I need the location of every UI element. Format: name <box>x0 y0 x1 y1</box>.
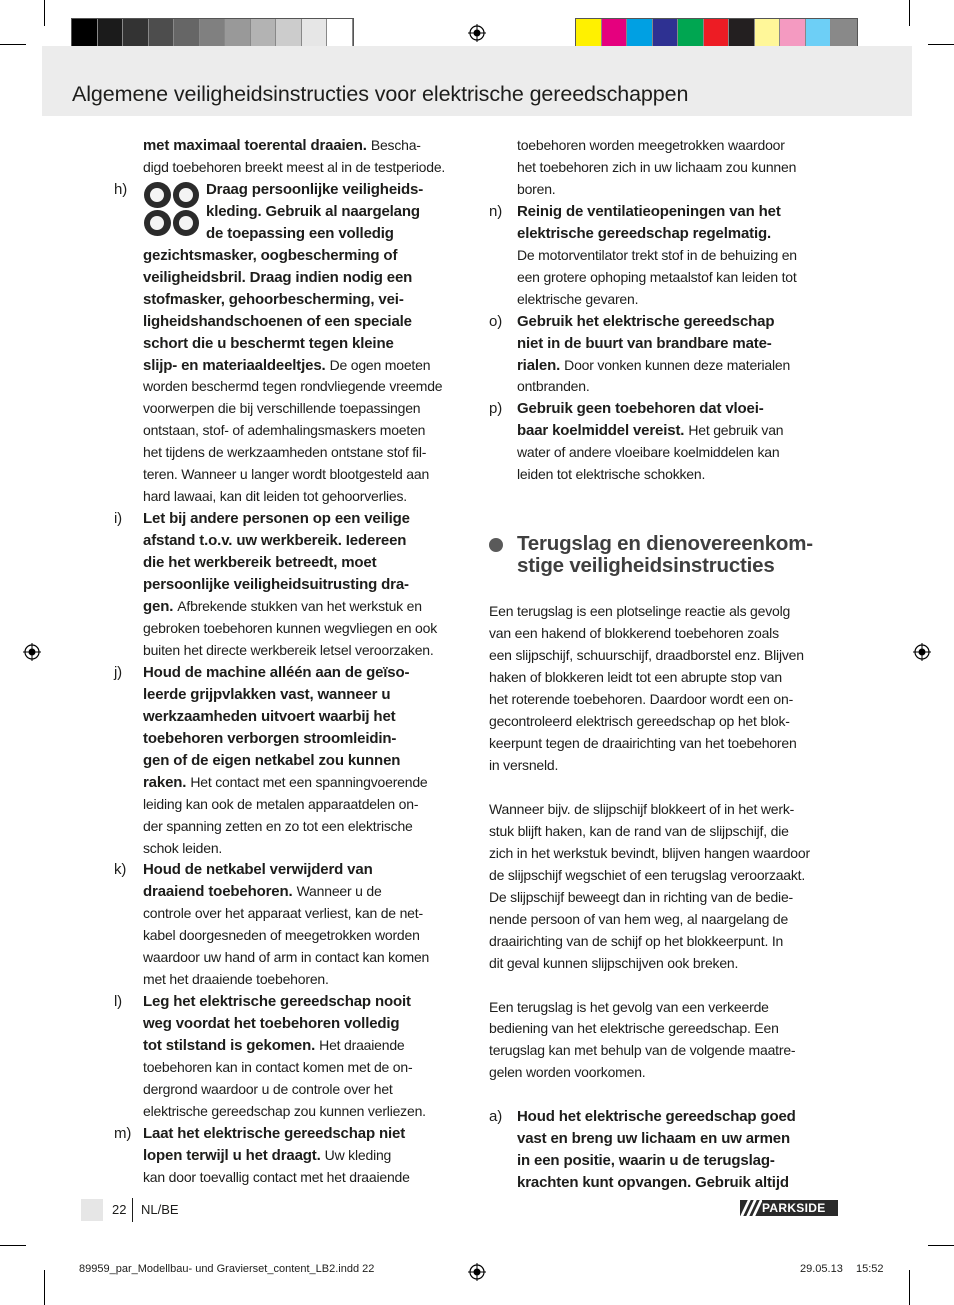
list-item-i <box>114 508 466 662</box>
body-bold: gezichtsmasker, oogbescherming of <box>143 246 398 264</box>
body-text: stuk blijft haken, kan de rand van de slijpschijf, die <box>489 822 789 839</box>
body-bold: ligheidshandschoenen of een speciale <box>143 312 412 330</box>
body-text: buiten het directe werkbereik letsel veroorzaken. <box>143 641 434 658</box>
body-bold: leerde grijpvlakken vast, wanneer u <box>143 685 391 703</box>
color-swatch <box>627 19 653 48</box>
body-text: bediening van het elektrische gereedschap. Een <box>489 1020 779 1037</box>
body-bold: werkzaamheden uitvoert waarbij het <box>143 707 396 725</box>
body-bold: Draag persoonlijke veiligheids- <box>206 180 424 198</box>
body-bold: veiligheidsbril. Draag indien nodig een <box>143 268 413 286</box>
body-text: kan door toevallig contact met het draaiende <box>143 1168 410 1185</box>
body-text: controle over het apparaat verliest, kan de net- <box>143 905 423 922</box>
color-swatch <box>653 19 679 48</box>
body-text: De ogen moeten <box>329 356 431 373</box>
registration-mark-icon <box>23 643 41 661</box>
item-label: l) <box>114 993 123 1011</box>
color-swatch <box>780 19 806 48</box>
body-text: haken of blokkeren leidt tot een abrupte stop van <box>489 669 782 686</box>
body-text: waardoor uw hand of arm in contact kan komen <box>143 949 430 966</box>
body-bold: Let bij andere personen op een veilige <box>143 510 410 528</box>
body-text: Het contact met een spanningvoerende <box>190 773 428 790</box>
color-swatch <box>98 19 124 48</box>
body-bold: gen. <box>143 598 174 616</box>
body-text: Een terugslag is het gevolg van een verkeerde <box>489 998 769 1015</box>
body-bold: toebehoren verborgen stroomleidin- <box>143 729 397 747</box>
list-item-p <box>489 398 840 486</box>
body-text: een grotere ophoping metaalstof kan leiden tot <box>517 268 797 285</box>
brand-name: PARKSIDE <box>762 1201 826 1215</box>
crop-mark <box>44 1270 45 1305</box>
body-bold: niet in de buurt van brandbare mate- <box>517 334 772 352</box>
body-text: met het draaiende toebehoren. <box>143 971 329 988</box>
item-label: a) <box>489 1108 503 1126</box>
body-text: de slijpschijf wegschiet of een terugslag veroorzaakt. <box>489 866 806 883</box>
body-text: Bescha- <box>370 137 421 153</box>
body-text: het toebehoren zich in uw lichaam zou kunnen <box>517 158 797 175</box>
body-text: water of andere vloeibare koelmiddelen kan <box>517 444 780 461</box>
body-bold: schort die u beschermt tegen kleine <box>143 334 394 352</box>
paragraph-1 <box>489 601 840 777</box>
body-bold: in een positie, waarin u de terugslag- <box>517 1152 775 1170</box>
page-title: Algemene veiligheidsinstructies voor elektrische gereedschappen <box>72 82 689 106</box>
body-bold: raken. <box>143 773 187 791</box>
color-swatch <box>149 19 175 48</box>
body-text: Door vonken kunnen deze materialen <box>564 356 791 373</box>
body-text: toebehoren kan in contact komen met de on- <box>143 1059 413 1076</box>
crop-mark <box>0 44 26 45</box>
face-mask-icon <box>144 182 171 208</box>
body-bold: Houd de machine alléén aan de geïso- <box>143 663 410 681</box>
color-swatch <box>225 19 251 48</box>
color-swatch <box>729 19 755 48</box>
body-text: De motorventilator trekt stof in de behuizing en <box>517 246 797 263</box>
process-colorbar <box>575 18 858 49</box>
body-text: in versneld. <box>489 756 559 773</box>
crop-mark <box>0 1245 26 1246</box>
list-item-n <box>489 201 840 311</box>
body-text: kabel doorgesneden of meegetrokken worden <box>143 927 420 944</box>
body-text: ontstaan, stof- of ademhalingsmaskers moeten <box>143 422 426 439</box>
body-bold: tot stilstand is gekomen. <box>143 1037 316 1055</box>
logo-stripes-icon <box>740 1200 762 1216</box>
body-bold: Leg het elektrische gereedschap nooit <box>143 993 411 1011</box>
gloves-icon <box>173 210 200 236</box>
list-item-m <box>114 1123 466 1189</box>
right-column <box>489 135 840 1194</box>
crop-mark <box>909 0 910 26</box>
section-heading <box>489 533 840 577</box>
crop-mark <box>928 44 954 45</box>
color-swatch <box>251 19 277 48</box>
left-column <box>114 135 466 1189</box>
list-item-h <box>114 179 466 508</box>
body-bold: lopen terwijl u het draagt. <box>143 1146 321 1164</box>
color-swatch <box>276 19 302 48</box>
body-text: hard lawaai, kan dit leiden tot gehoorverlies. <box>143 488 407 505</box>
body-text: Uw kleding <box>324 1146 392 1163</box>
color-swatch <box>704 19 730 48</box>
crop-mark <box>44 0 45 26</box>
list-item-o <box>489 311 840 399</box>
body-text: toebehoren worden meegetrokken waardoor <box>517 137 785 153</box>
list-item <box>489 135 840 201</box>
bullet-icon <box>489 538 503 552</box>
goggles-icon <box>144 210 171 236</box>
ear-protection-icon <box>173 182 200 208</box>
body-bold: persoonlijke veiligheidsuitrusting dra- <box>143 576 409 594</box>
body-text: voorwerpen die bij verschillende toepassingen <box>143 400 421 417</box>
item-label: n) <box>489 202 503 220</box>
body-bold: weg voordat het toebehoren volledig <box>143 1015 400 1033</box>
color-swatch <box>576 19 602 48</box>
body-text: nende persoon of van hem weg, al naargelang de <box>489 910 789 927</box>
item-label: j) <box>114 663 123 681</box>
body-text: het tijdens de werkzaamheden ontstane stof fil- <box>143 444 427 461</box>
body-bold: vast en breng uw lichaam en uw armen <box>517 1130 791 1148</box>
list-item-j <box>114 662 466 860</box>
slug-date: 29.05.13 <box>800 1263 843 1275</box>
grayscale-colorbar <box>71 18 354 49</box>
body-text: Het gebruik van <box>688 422 784 439</box>
body-bold: Houd het elektrische gereedschap goed <box>517 1108 796 1126</box>
list-item-a <box>489 1106 840 1194</box>
slug-filename: 89959_par_Modellbau- und Gravierset_content_LB2.indd 22 <box>79 1263 375 1275</box>
body-text: keerpunt tegen de draairichting van het toebehoren <box>489 734 797 751</box>
color-swatch <box>174 19 200 48</box>
color-swatch <box>200 19 226 48</box>
body-text: dit geval kunnen slijpschijven ook breken. <box>489 954 739 971</box>
body-bold: met maximaal toerental draaien. <box>143 137 367 154</box>
color-swatch <box>831 19 857 48</box>
color-swatch <box>755 19 781 48</box>
list-item-k <box>114 859 466 991</box>
body-bold: draaiend toebehoren. <box>143 883 293 901</box>
item-label: p) <box>489 400 503 418</box>
parkside-logo <box>740 1200 838 1216</box>
color-swatch <box>327 19 353 48</box>
body-text: gecontroleerd elektrisch gereedschap op het blok- <box>489 713 790 730</box>
color-swatch <box>678 19 704 48</box>
safety-gear-icon <box>143 181 200 237</box>
body-text: der spanning zetten en zo tot een elektrische <box>143 817 413 834</box>
crop-mark <box>928 1245 954 1246</box>
paragraph-3 <box>489 997 840 1085</box>
body-text: teren. Wanneer u langer wordt blootgesteld aan <box>143 466 430 483</box>
body-text: leiding kan ook de metalen apparaatdelen on- <box>143 795 419 812</box>
body-bold: rialen. <box>517 356 561 374</box>
section-title-line: Terugslag en dienovereenkom- <box>517 532 813 556</box>
locale-label: NL/BE <box>141 1202 179 1217</box>
registration-mark-icon <box>913 643 931 661</box>
page-number-box <box>81 1199 103 1221</box>
body-text: terugslag kan met behulp van de volgende maatre- <box>489 1042 796 1059</box>
registration-mark-icon <box>468 1263 486 1281</box>
list-item-l <box>114 991 466 1123</box>
footer-divider <box>132 1198 133 1222</box>
item-label: m) <box>114 1124 132 1142</box>
paragraph-2 <box>489 799 840 975</box>
body-text: Een terugslag is een plotselinge reactie als gevolg <box>489 603 791 620</box>
list-item <box>114 135 466 179</box>
body-bold: de toepassing een volledig <box>206 224 394 242</box>
body-bold: kleding. Gebruik al naargelang <box>206 202 420 220</box>
registration-mark-icon <box>468 24 486 42</box>
page-number: 22 <box>112 1202 127 1217</box>
body-text: elektrische gevaren. <box>517 290 639 307</box>
body-bold: Houd de netkabel verwijderd van <box>143 861 373 879</box>
body-text: Het draaiende <box>319 1037 405 1054</box>
body-bold: krachten kunt opvangen. Gebruik altijd <box>517 1174 789 1192</box>
body-text: ontbranden. <box>517 378 590 395</box>
body-text: boren. <box>517 180 556 197</box>
body-bold: stofmasker, gehoorbescherming, vei- <box>143 290 404 308</box>
crop-mark <box>909 1270 910 1305</box>
body-text: Wanneer bijv. de slijpschijf blokkeert of in het werk- <box>489 800 795 817</box>
slug-time: 15:52 <box>856 1263 884 1275</box>
body-bold: afstand t.o.v. uw werkbereik. Iedereen <box>143 532 407 550</box>
body-bold: slijp- en materiaaldeeltjes. <box>143 356 326 374</box>
body-text: een slijpschijf, schuurschijf, draadborstel enz. Blijven <box>489 647 804 664</box>
item-label: o) <box>489 312 503 330</box>
body-bold: gen of de eigen netkabel zou kunnen <box>143 751 401 769</box>
body-text: van een hakend of blokkerend toebehoren zoals <box>489 625 779 642</box>
body-bold: baar koelmiddel vereist. <box>517 422 685 440</box>
item-label: i) <box>114 510 123 528</box>
body-text: schok leiden. <box>143 839 223 856</box>
body-text: worden beschermd tegen rondvliegende vreemde <box>143 378 443 395</box>
body-text: dergrond waardoor u de controle over het <box>143 1080 393 1097</box>
body-text: leiden tot elektrische schokken. <box>517 466 706 483</box>
color-swatch <box>302 19 328 48</box>
body-text: elektrische gereedschap zou kunnen verliezen. <box>143 1102 426 1119</box>
color-swatch <box>602 19 628 48</box>
body-text: draairichting van de schijf op het blokkeerpunt. In <box>489 932 784 949</box>
color-swatch <box>123 19 149 48</box>
body-text: het roterende toebehoren. Daardoor wordt een on- <box>489 691 794 708</box>
body-text: Wanneer u de <box>296 883 382 900</box>
body-text: gebroken toebehoren kunnen wegvliegen en ook <box>143 619 437 636</box>
body-text: digd toebehoren breekt meest al in de testperiode. <box>143 158 446 175</box>
item-label: k) <box>114 861 127 879</box>
body-bold: Gebruik geen toebehoren dat vloei- <box>517 400 764 418</box>
item-label: h) <box>114 180 128 198</box>
body-bold: Laat het elektrische gereedschap niet <box>143 1124 406 1142</box>
body-text: zich in het werkstuk bevindt, blijven hangen waardoor <box>489 844 810 861</box>
body-bold: Reinig de ventilatieopeningen van het <box>517 202 781 220</box>
body-bold: elektrische gereedschap regelmatig. <box>517 224 772 242</box>
body-bold: Gebruik het elektrische gereedschap <box>517 312 775 330</box>
body-text: De slijpschijf beweegt dan in richting van de bedie- <box>489 888 794 905</box>
body-text: Afbrekende stukken van het werkstuk en <box>177 598 422 615</box>
body-text: gelen worden voorkomen. <box>489 1064 646 1081</box>
color-swatch <box>72 19 98 48</box>
section-title-line: stige veiligheidsinstructies <box>517 554 775 578</box>
color-swatch <box>806 19 832 48</box>
body-bold: die het werkbereik betreedt, moet <box>143 554 377 572</box>
